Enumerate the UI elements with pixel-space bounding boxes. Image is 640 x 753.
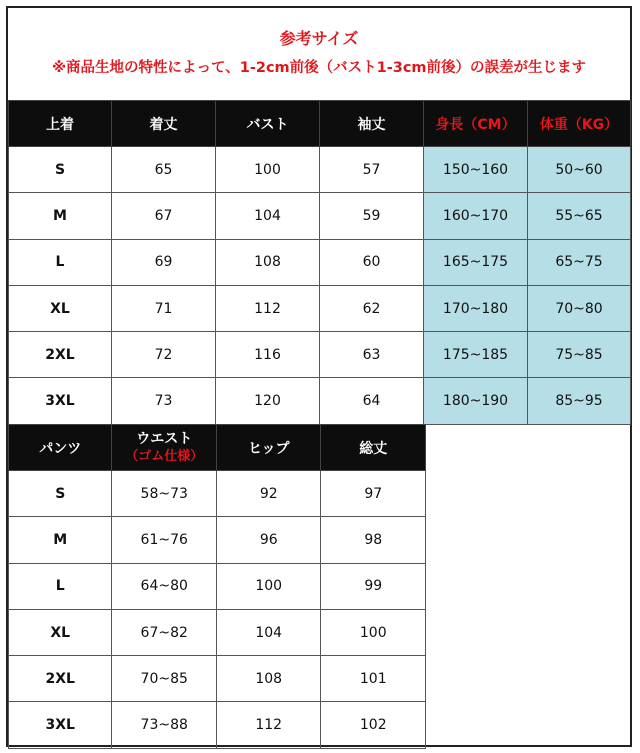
size-label-cell: L	[9, 563, 112, 609]
tops-row	[9, 239, 631, 285]
col-header-length: 着丈	[112, 101, 216, 147]
table-cell: 100	[216, 147, 320, 193]
table-cell: 75~85	[528, 332, 631, 378]
table-cell: 62	[320, 285, 424, 331]
table-cell: 55~65	[528, 193, 631, 239]
tops-row	[9, 378, 631, 424]
pants-row	[9, 517, 426, 563]
table-cell: 112	[216, 702, 321, 748]
col-header-hip: ヒップ	[216, 425, 321, 471]
col-header-pants: パンツ	[9, 425, 112, 471]
table-cell: 112	[216, 285, 320, 331]
col-header-waist	[112, 425, 217, 471]
table-cell: 70~85	[112, 656, 217, 702]
table-cell: 165~175	[424, 239, 528, 285]
table-cell: 60	[320, 239, 424, 285]
size-label-cell: 2XL	[9, 656, 112, 702]
table-cell: 108	[216, 656, 321, 702]
size-chart-header	[8, 8, 630, 100]
pants-row	[9, 609, 426, 655]
col-header-height: 身長（CM）	[424, 101, 528, 147]
table-cell: 97	[321, 471, 426, 517]
size-label-cell: L	[9, 239, 112, 285]
table-cell: 69	[112, 239, 216, 285]
table-cell: 98	[321, 517, 426, 563]
pants-row	[9, 702, 426, 748]
table-cell: 67	[112, 193, 216, 239]
size-tolerance-note: ※商品生地の特性によって、1-2cm前後（バスト1-3cm前後）の誤差が生じます	[51, 60, 587, 76]
table-cell: 67~82	[112, 609, 217, 655]
table-cell: 99	[321, 563, 426, 609]
table-cell: 100	[321, 609, 426, 655]
waist-label: ウエスト	[136, 430, 193, 447]
size-chart-title: 参考サイズ	[279, 29, 359, 48]
tops-header-row	[9, 101, 631, 147]
tops-row	[9, 285, 631, 331]
size-label-cell: XL	[9, 609, 112, 655]
size-label-cell: 3XL	[9, 702, 112, 748]
table-cell: 59	[320, 193, 424, 239]
table-cell: 71	[112, 285, 216, 331]
table-cell: 96	[216, 517, 321, 563]
tops-row	[9, 193, 631, 239]
table-cell: 61~76	[112, 517, 217, 563]
table-cell: 104	[216, 609, 321, 655]
pants-row	[9, 656, 426, 702]
tops-row	[9, 332, 631, 378]
table-cell: 63	[320, 332, 424, 378]
table-cell: 120	[216, 378, 320, 424]
table-cell: 64	[320, 378, 424, 424]
table-cell: 58~73	[112, 471, 217, 517]
tops-row	[9, 147, 631, 193]
table-cell: 73~88	[112, 702, 217, 748]
col-header-sleeve: 袖丈	[320, 101, 424, 147]
size-chart-sheet	[6, 6, 632, 747]
table-cell: 170~180	[424, 285, 528, 331]
size-label-cell: 3XL	[9, 378, 112, 424]
size-label-cell: S	[9, 147, 112, 193]
table-cell: 102	[321, 702, 426, 748]
table-cell: 73	[112, 378, 216, 424]
col-header-weight: 体重（KG）	[528, 101, 631, 147]
table-cell: 180~190	[424, 378, 528, 424]
col-header-total-length: 総丈	[321, 425, 426, 471]
size-label-cell: M	[9, 517, 112, 563]
waist-elastic-note: （ゴム仕様）	[125, 448, 204, 464]
size-label-cell: S	[9, 471, 112, 517]
table-cell: 65~75	[528, 239, 631, 285]
pants-size-table	[8, 424, 426, 749]
tops-size-table	[8, 100, 631, 425]
table-cell: 70~80	[528, 285, 631, 331]
pants-header-row	[9, 425, 426, 471]
size-label-cell: 2XL	[9, 332, 112, 378]
table-cell: 50~60	[528, 147, 631, 193]
table-cell: 92	[216, 471, 321, 517]
col-header-bust: バスト	[216, 101, 320, 147]
table-cell: 101	[321, 656, 426, 702]
table-cell: 64~80	[112, 563, 217, 609]
table-cell: 57	[320, 147, 424, 193]
table-cell: 175~185	[424, 332, 528, 378]
size-label-cell: M	[9, 193, 112, 239]
table-cell: 100	[216, 563, 321, 609]
size-label-cell: XL	[9, 285, 112, 331]
pants-row	[9, 563, 426, 609]
col-header-tops: 上着	[9, 101, 112, 147]
table-cell: 85~95	[528, 378, 631, 424]
table-cell: 116	[216, 332, 320, 378]
table-cell: 160~170	[424, 193, 528, 239]
table-cell: 150~160	[424, 147, 528, 193]
pants-row	[9, 471, 426, 517]
table-cell: 72	[112, 332, 216, 378]
table-cell: 104	[216, 193, 320, 239]
table-cell: 65	[112, 147, 216, 193]
table-cell: 108	[216, 239, 320, 285]
